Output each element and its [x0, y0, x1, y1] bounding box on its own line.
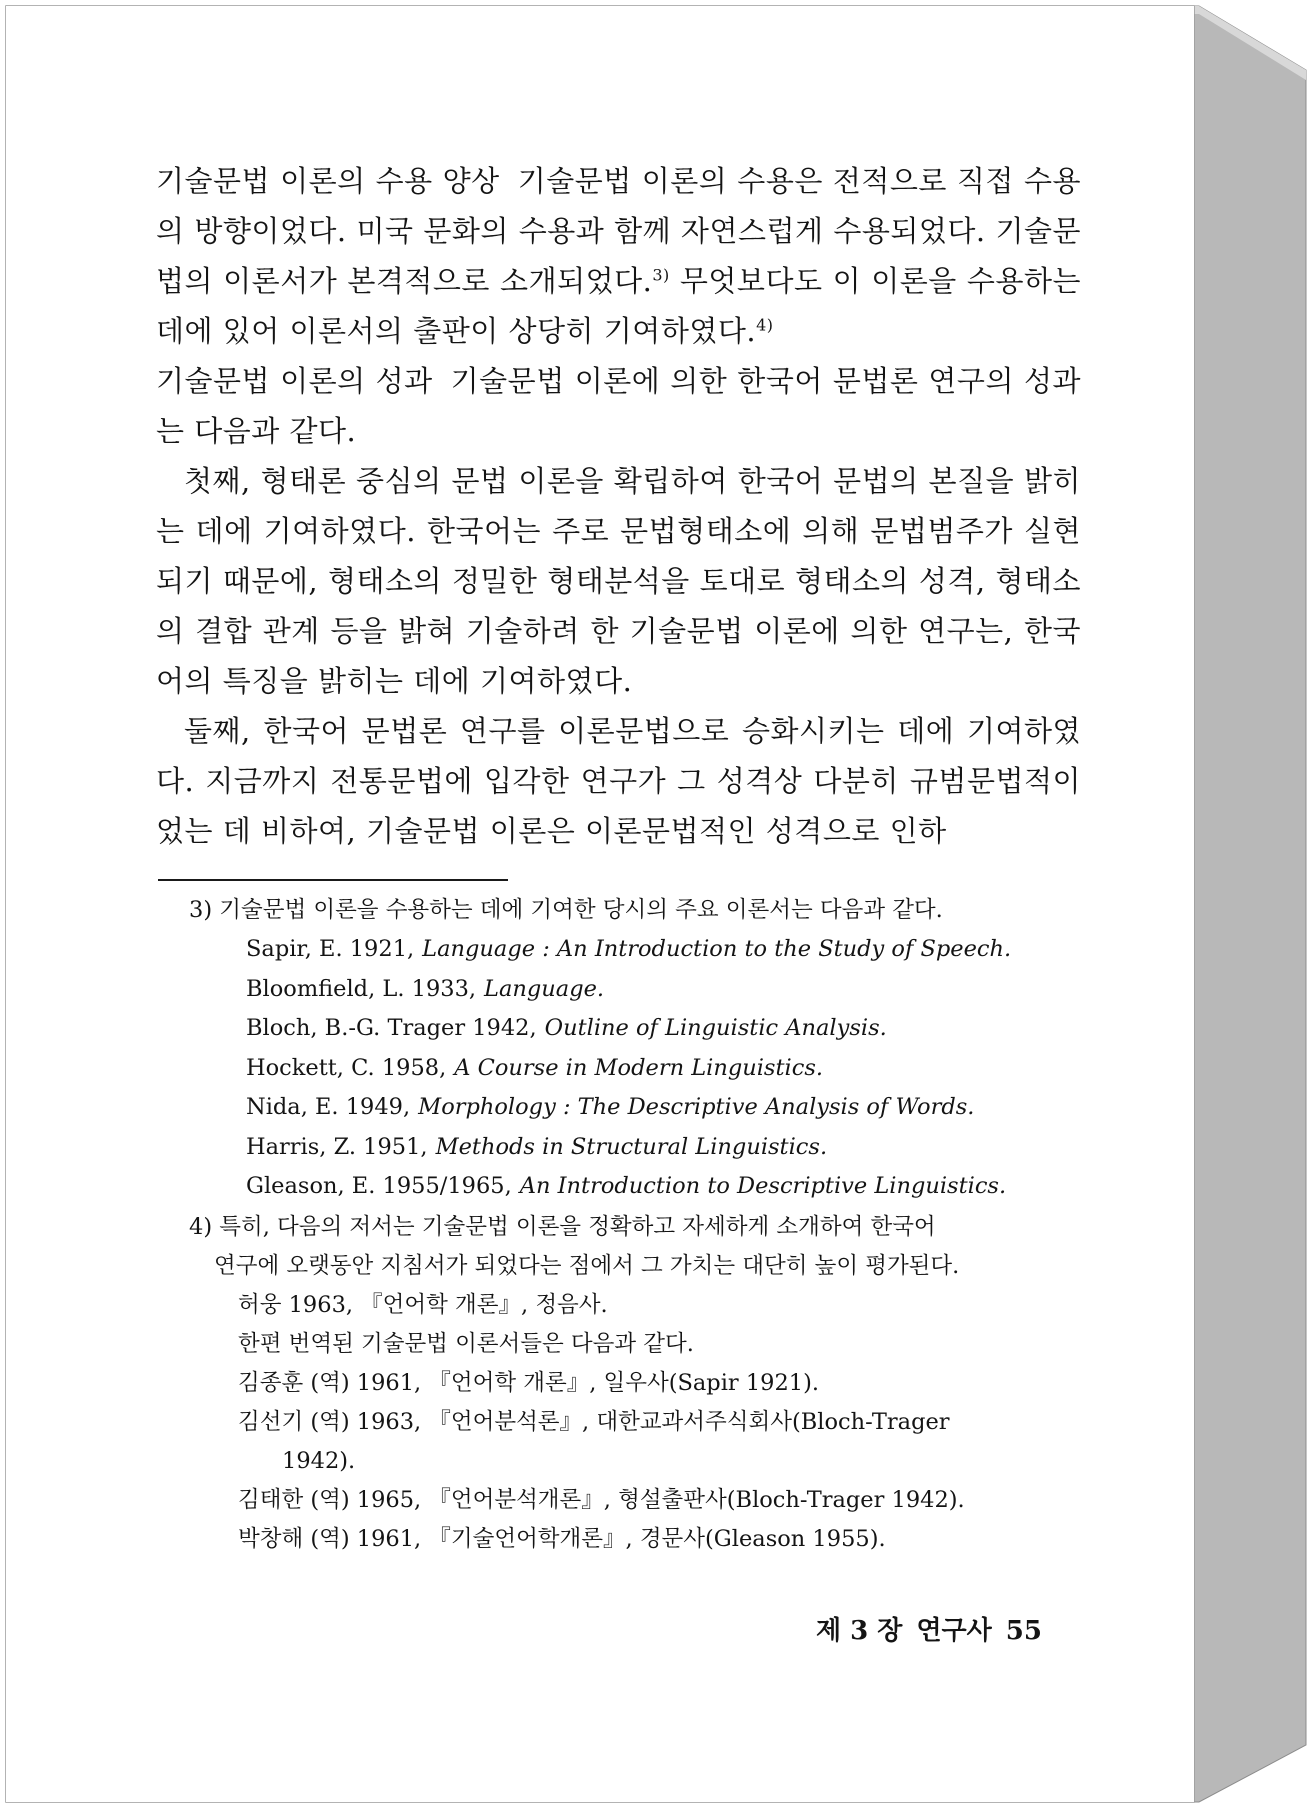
- footnote-4-reference: 김태한 (역) 1965, 『언어분석개론』, 형설출판사(Bloch-Trager 1942).: [238, 1487, 965, 1513]
- footnote-separator: [158, 879, 508, 881]
- reference-author: Harris, Z. 1951,: [246, 1133, 428, 1160]
- reference-title: A Course in Modern Linguistics.: [454, 1054, 824, 1081]
- paragraph-1: [156, 156, 1081, 356]
- paragraph-2: [156, 356, 1081, 456]
- footnote-4-reference: 김선기 (역) 1963, 『언어분석론』, 대한교과서주식회사(Bloch-Trager: [238, 1409, 950, 1435]
- reference-entry: [246, 970, 604, 1010]
- reference-title: An Introduction to Descriptive Linguistics.: [519, 1173, 1007, 1199]
- reference-author: Sapir, E. 1921,: [246, 936, 415, 962]
- footnote-4-line: 연구에 오랫동안 지침서가 되었다는 점에서 그 가치는 대단히 높이 평가된다.: [214, 1253, 960, 1279]
- footnote-4-reference: 허웅 1963, 『언어학 개론』, 정음사.: [238, 1292, 608, 1318]
- section-label: 연구사: [916, 1616, 992, 1646]
- reference-author: Nida, E. 1949,: [246, 1094, 411, 1120]
- paragraph-3: 첫째, 형태론 중심의 문법 이론을 확립하여 한국어 문법의 본질을 밝히는 데에 기여하였다. 한국어는 주로 문법형태소에 의해 문법범주가 실현되기 때문에, 형태소의 정밀한 형태분석을 토대로 형태소의 성격, 형태소의 결합 관계 등을 밝혀 기술하려 한 기술문법 이론에 의한 연구는, 한국어의 특징을 밝히는 데에 기여하였다.: [156, 464, 1081, 698]
- footnote-4-line: 한편 번역된 기술문법 이론서들은 다음과 같다.: [238, 1331, 694, 1357]
- paragraph-4: 둘째, 한국어 문법론 연구를 이론문법으로 승화시키는 데에 기여하였다. 지금까지 전통문법에 입각한 연구가 그 성격상 다분히 규범문법적이었는 데 비하여, 기술문법 이론은 이론문법적인 성격으로 인하: [156, 714, 1081, 848]
- paragraph-text-cont: 무엇보다도 이 이론을 수용하는 데에 있어 이론서의 출판이 상당히 기여하였다.: [156, 264, 1081, 348]
- footnote-4-reference: 박창해 (역) 1961, 『기술언어학개론』, 경문사(Gleason 1955).: [238, 1526, 886, 1552]
- reference-author: Bloch, B.-G. Trager 1942,: [246, 1015, 537, 1041]
- footnote-3-intro-line: [189, 891, 943, 931]
- reference-title: Language.: [484, 975, 605, 1002]
- footnote-intro: 기술문법 이론을 수용하는 데에 기여한 당시의 주요 이론서는 다음과 같다.: [219, 897, 943, 923]
- page: [6, 6, 1194, 1802]
- paragraph-heading: 기술문법 이론의 수용 양상: [156, 164, 500, 198]
- footnote-4-reference-cont: 1942).: [282, 1448, 356, 1474]
- footnote-label: 3): [189, 897, 213, 923]
- reference-entry: [246, 1049, 823, 1089]
- reference-title: Morphology : The Descriptive Analysis of Words.: [418, 1094, 975, 1120]
- reference-author: Gleason, E. 1955/1965,: [246, 1173, 512, 1199]
- reference-title: Outline of Linguistic Analysis.: [544, 1015, 887, 1041]
- paragraph-heading: 기술문법 이론의 성과: [156, 364, 433, 398]
- reference-entry: [246, 1128, 827, 1168]
- footnote-ref-3[interactable]: 3): [652, 265, 670, 285]
- footnote-label: 4): [189, 1214, 213, 1240]
- page-number: 55: [1005, 1616, 1042, 1646]
- reference-entry: [246, 1167, 1006, 1207]
- reference-entry: [246, 1009, 887, 1049]
- reference-entry: [246, 1088, 974, 1128]
- footnote-ref-4[interactable]: 4): [756, 315, 774, 335]
- reference-author: Hockett, C. 1958,: [246, 1054, 447, 1081]
- reference-title: Methods in Structural Linguistics.: [435, 1133, 828, 1160]
- footnote-4-reference: 김종훈 (역) 1961, 『언어학 개론』, 일우사(Sapir 1921).: [238, 1370, 820, 1396]
- reference-entry: [246, 930, 1011, 970]
- chapter-label: 제 3 장: [816, 1616, 903, 1646]
- book-side-face: [1194, 6, 1306, 1802]
- footnote-4-line: [189, 1208, 936, 1248]
- reference-author: Bloomfield, L. 1933,: [246, 975, 477, 1002]
- running-head: [816, 1614, 1056, 1648]
- paragraph-text: 기술문법 이론의 수용은 전적으로 직접 수용의 방향이었다. 미국 문화의 수용과 함께 자연스럽게 수용되었다. 기술문법의 이론서가 본격적으로 소개되었다.: [156, 164, 1081, 298]
- footnote-text: 특히, 다음의 저서는 기술문법 이론을 정확하고 자세하게 소개하여 한국어: [219, 1214, 936, 1240]
- paragraph-text: 기술문법 이론에 의한 한국어 문법론 연구의 성과는 다음과 같다.: [156, 364, 1081, 448]
- reference-title: Language : An Introduction to the Study of Speech.: [422, 936, 1012, 962]
